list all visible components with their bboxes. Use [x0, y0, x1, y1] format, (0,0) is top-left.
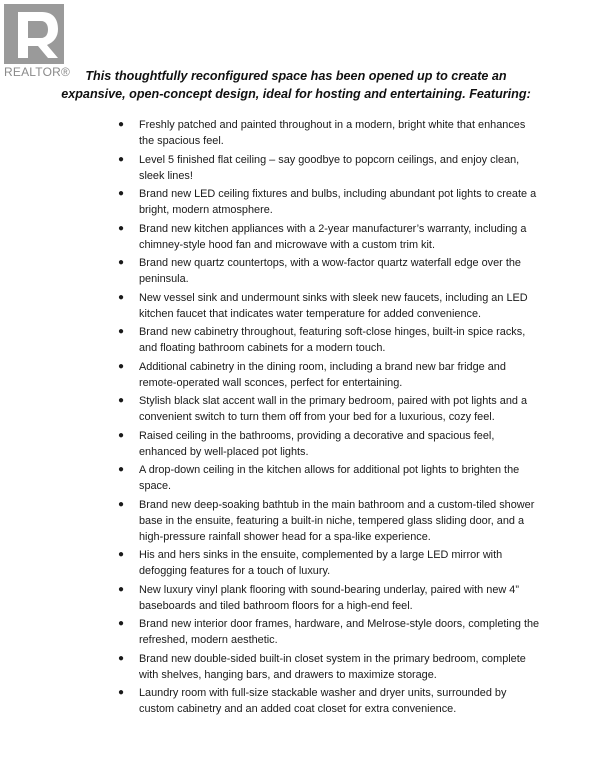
- realtor-r-logo-icon: [4, 4, 64, 64]
- list-item-text: His and hers sinks in the ensuite, complemented by a large LED mirror with defogging features for a touch of luxury.: [139, 549, 503, 577]
- list-item: [118, 152, 543, 184]
- bullet-icon: ●: [118, 188, 125, 199]
- bullet-icon: ●: [118, 291, 125, 303]
- list-item: [118, 462, 543, 494]
- list-item-text: Raised ceiling in the bathrooms, providing a decorative and spacious feel, enhanced by well-placed pot lights.: [139, 429, 495, 458]
- list-item: [118, 547, 543, 579]
- bullet-icon: ●: [118, 326, 125, 337]
- bullet-icon: ●: [118, 360, 125, 372]
- realtor-wordmark: REALTOR®: [4, 65, 71, 79]
- list-item: [118, 582, 543, 614]
- list-item-text: A drop-down ceiling in the kitchen allows for additional pot lights to brighten the space.: [139, 464, 520, 492]
- list-item-text: Stylish black slat accent wall in the primary bedroom, paired with pot lights and a convenient switch to turn them off from your bed for a luxurious, cozy feel.: [139, 395, 528, 423]
- feature-list: [118, 117, 543, 720]
- list-item-text: Brand new quartz countertops, with a wow-factor quartz waterfall edge over the peninsula.: [139, 257, 521, 285]
- realtor-logo: [4, 4, 64, 64]
- list-item: [118, 117, 543, 149]
- list-item-text: Brand new interior door frames, hardware, and Melrose-style doors, completing the refreshed, modern aesthetic.: [139, 618, 540, 646]
- list-item-text: New luxury vinyl plank flooring with sound-bearing underlay, paired with new 4” baseboards and tiled bathroom floors for a high-end feel.: [139, 583, 519, 612]
- list-item: [118, 428, 543, 460]
- bullet-icon: ●: [118, 395, 125, 406]
- list-item: [118, 685, 543, 717]
- bullet-icon: ●: [118, 464, 125, 475]
- list-item-text: Brand new LED ceiling fixtures and bulbs, including abundant pot lights to create a bright, modern atmosphere.: [139, 188, 537, 216]
- page-heading: This thoughtfully reconfigured space has been opened up to create an expansive, open-concept design, ideal for hosting and entertaining. Featuring:: [61, 69, 531, 101]
- list-item-text: New vessel sink and undermount sinks with sleek new faucets, including an LED kitchen faucet that indicates water temperature for added convenience.: [139, 291, 528, 320]
- list-item-text: Freshly patched and painted throughout in a modern, bright white that enhances the spacious feel.: [139, 119, 526, 147]
- bullet-icon: ●: [118, 687, 125, 698]
- bullet-icon: ●: [118, 429, 125, 441]
- bullet-icon: ●: [118, 549, 125, 560]
- list-item: [118, 359, 543, 391]
- list-item: [118, 651, 543, 683]
- bullet-icon: ●: [118, 498, 125, 510]
- bullet-icon: ●: [118, 153, 125, 165]
- bullet-icon: ●: [118, 222, 125, 234]
- list-item-text: Brand new deep-soaking bathtub in the main bathroom and a custom-tiled shower base in the ensuite, featuring a built-in niche, tempered glass sliding door, and a high-pressure rainfall shower head for a spa-like experience.: [139, 498, 535, 543]
- bullet-icon: ●: [118, 618, 125, 629]
- list-item: [118, 393, 543, 425]
- bullet-icon: ●: [118, 119, 125, 130]
- list-item-text: Level 5 finished flat ceiling – say goodbye to popcorn ceilings, and enjoy clean, sleek lines!: [139, 153, 520, 182]
- list-item-text: Brand new cabinetry throughout, featuring soft-close hinges, built-in spice racks, and floating bathroom cabinets for a modern touch.: [139, 326, 526, 354]
- list-item-text: Additional cabinetry in the dining room, including a brand new bar fridge and remote-operated wall sconces, perfect for entertaining.: [139, 360, 506, 389]
- list-item: [118, 290, 543, 322]
- bullet-icon: ●: [118, 257, 125, 268]
- list-item-text: Brand new double-sided built-in closet system in the primary bedroom, complete with shelves, hanging bars, and drawers to maximize storage.: [139, 652, 526, 681]
- list-item-text: Laundry room with full-size stackable washer and dryer units, surrounded by custom cabinetry and an added coat closet for extra convenience.: [139, 687, 507, 715]
- bullet-icon: ●: [118, 652, 125, 664]
- list-item: [118, 324, 543, 356]
- list-item: [118, 616, 543, 648]
- list-item-text: Brand new kitchen appliances with a 2-year manufacturer’s warranty, including a chimney-style hood fan and microwave with a custom trim kit.: [139, 222, 527, 251]
- bullet-icon: ●: [118, 583, 125, 595]
- list-item: [118, 186, 543, 218]
- list-item: [118, 255, 543, 287]
- list-item: [118, 221, 543, 253]
- list-item: [118, 497, 543, 545]
